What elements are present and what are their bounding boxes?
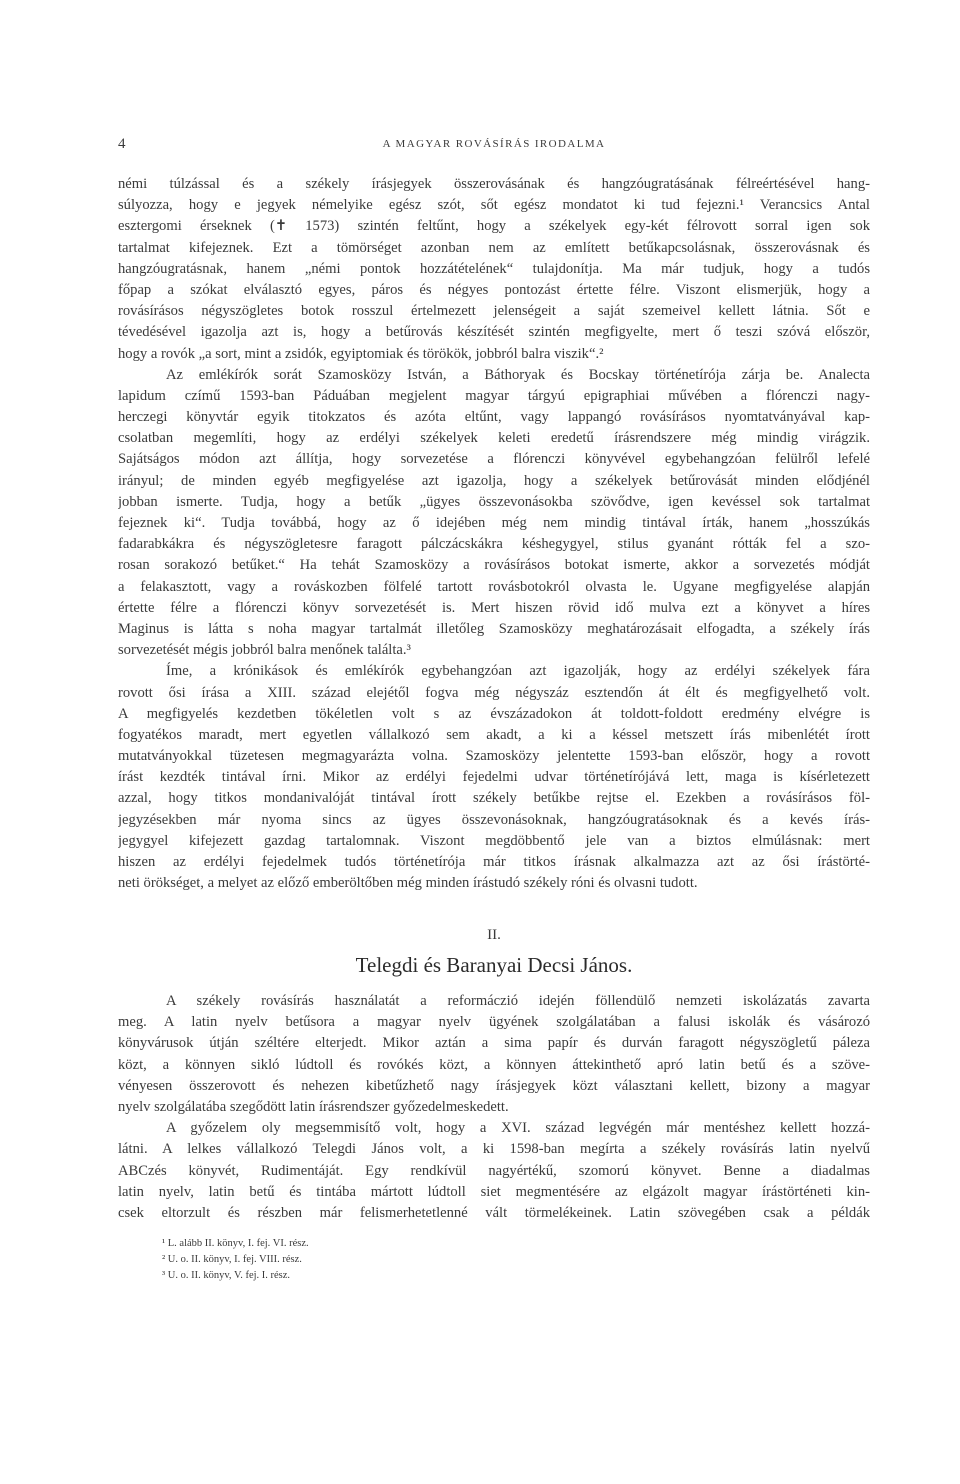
text-line: jegygyel kifejezett gazdag tartalomnak. Viszont megdöbbentő jele van a biztos elmúlásnak: mert	[118, 832, 870, 849]
text-line: esztergomi érseknek (✝ 1573) szintén feltűnt, hogy a székelyek egy-két félrovott sorral igen sok	[118, 218, 870, 235]
footnote: ³ U. o. II. könyv, V. fej. I. rész.	[162, 1270, 291, 1281]
text-line: Az emlékírók sorát Szamosközy István, a Báthoryak és Bocskay történetírója zárja be. Analecta	[166, 366, 870, 383]
text-line: rovásírásos négyszögletes botok rosszul értelmezett jelenségeit a saját szemeivel kellett látnia. Sőt e	[118, 303, 870, 320]
text-line: A megfigyelés kezdetben tökéletlen volt s az évszázadokon át toldott-foldott eredmény elvégre is	[118, 705, 870, 722]
text-line: látni. A lelkes vállalkozó Telegdi János volt, a ki 1598-ban megírta a székely rovásírás latin nyelvű	[118, 1141, 870, 1158]
footnote: ² U. o. II. könyv, I. fej. VIII. rész.	[162, 1254, 302, 1265]
text-line: tartalmat kifejeznek. Ezt a tömörséget azonban nem az említett betűkapcsolásnak, összerovásnak és	[118, 239, 870, 256]
text-line: a felakasztott, vagy a rováskozben fölfelé tartott rovásbotokról olvasta le. Ugyane megfigyelése alapján	[118, 578, 870, 595]
text-line: vényesen összerovott és nehezen kibetűzhető nagy írásjegyek közt választani kellett, bizony a magyar	[118, 1077, 870, 1094]
text-line: súlyozza, hogy e jegyek némelyike egész szót, sőt egész mondatot ki tud fejezni.¹ Verancsics Antal	[118, 197, 870, 214]
text-line: neti örökséget, a melyet az előző emberöltőben még minden írástudó székely róni és olvasni tudott.	[118, 875, 698, 892]
text-line: fadarabkákra és négyszögletesre faragott pálczácskákra késhegygyel, stilus gyanánt rótták fel a szo-	[118, 536, 870, 553]
text-line: hangzóugratásnak, hanem „némi pontok hozzátételének“ tulajdonítja. Ma már tudjuk, hogy a tudós	[118, 260, 870, 277]
text-line: Maginus is látta s noha magyar tartalmát illetőleg Szamosközy meghatározásait elfogadta, a székely írás	[118, 620, 870, 637]
running-head: A MAGYAR ROVÁSÍRÁS IRODALMA	[382, 138, 606, 150]
text-line: latin nyelv, latin betű és tintába mártott lúdtoll siet megmentésére az elgázolt magyar írástörténeti kin-	[118, 1183, 870, 1200]
text-line: írást kezdték tintával írni. Mikor az erdélyi fejedelmi udvar történetírójává lett, maga is kísérletezett	[118, 769, 870, 786]
text-line: tévedésével igazolja azt is, hogy a betűrovás készítését szintén megfigyelte, mert ő teszi szóvá először,	[118, 324, 870, 341]
section-title: Telegdi és Baranyai Decsi János.	[355, 953, 633, 977]
text-line: sorvezetését mégis jobbról balra menőnek találta.³	[118, 642, 411, 659]
text-line: lapidum czímű 1593-ban Páduában megjelent magyar tárgyú epigraphiai művében a flórenczi nagy-	[118, 387, 870, 404]
text-line: rosan sorakozó betűket.“ Ha tehát Szamosközy a rovásírásos botokat ismerte, akkor a sorvezetés módját	[118, 557, 870, 574]
text-line: értette félre a flórenczi könyv sorvezetését is. Mert hiszen rövid idő mulva ezt a könyvet a híres	[118, 599, 870, 616]
text-line: főpap a szókat elválasztó egyes, páros és négyes pontozást értette félre. Viszont elismerjük, hogy a	[118, 281, 870, 298]
page-number: 4	[118, 136, 126, 152]
text-line: jegyzésekben már nyoma sincs az ügyes összevonásoknak, hangzóugratásoknak és a kevés írás-	[118, 811, 870, 828]
text-line: csolatban megemlíti, hogy az erdélyi székelyek keleti eredetű írásrendszere még mindig virágzik.	[118, 430, 870, 447]
text-line: irányul; de minden egyéb megfigyelése azt igazolja, hogy a székelyek betűrovását minden elődjénél	[118, 472, 870, 489]
footnotes	[162, 1236, 762, 1284]
text-line: A székely rovásírás használatát a reformáczió idején föllendülő nemzeti iskolázatás zavarta	[166, 993, 870, 1009]
page-header	[118, 136, 870, 156]
text-line: hiszen az erdélyi fejedelmek tudós történetírója már titkos írásnak alkalmazza azt az ősi írástörté-	[118, 854, 870, 870]
text-line: csek eltorzult és részben már felismerhetetlenné vált törmelékeinek. Latin szövegében csak a példák	[118, 1204, 870, 1221]
text-line: nyelv szolgálatába szegődött latin írásrendszer győzedelmeskedett.	[118, 1098, 509, 1115]
section-number: II.	[487, 927, 501, 943]
text-line: meg. A latin nyelv betűsora a magyar nyelv ügyének szolgálatában a falusi iskolák és vásározó	[118, 1014, 870, 1031]
text-line: rovott ősi írása a XIII. század elejétől fogva még négyszáz esztendőn át élt és megfigyelhető volt.	[118, 684, 870, 701]
section-two-body	[118, 991, 870, 1224]
text-line: némi túlzással és a székely írásjegyek összerovásának és hangzóugratásának félreértésével hang-	[118, 176, 870, 192]
text-line: ABCzés könyvét, Rudimentáját. Egy rendkívül nagyértékű, szomorú könyvet. Benne a diadalmas	[118, 1162, 870, 1179]
text-line: közt, a könnyen sikló lúdtoll és rovókés közt, a könnyen áttekinthető apró latin betű és a szöve-	[118, 1056, 870, 1073]
text-line: herczegi könyvtár egyik titokzatos és azóta eltűnt, vagy lappangó rovásírásos nyomtatványával kap-	[118, 409, 870, 426]
text-line: fogyatékos maradt, mert egyetlen vállalkozó sem akadt, a ki a késsel metszett írás mibenlétét írott	[118, 726, 870, 743]
text-line: mutatványokkal tüzetesen megmagyarázta volna. Szamosközy jelentette 1593-ban először, hogy a rovott	[118, 748, 870, 765]
text-line: fejeznek ki“. Tudja továbbá, hogy az ő idejében még nem mindig tintával írták, hanem „hosszúkás	[118, 515, 870, 531]
section-one-body	[118, 174, 870, 894]
text-line: hogy a rovók „a sort, mint a zsidók, egyiptomiak és törökök, jobbról balra viszik“.²	[118, 345, 604, 362]
footnote: ¹ L. alább II. könyv, I. fej. VI. rész.	[162, 1238, 309, 1249]
text-line: A győzelem oly megsemmisítő volt, hogy a XVI. század legvégén már mentéshez kellett hozzá-	[166, 1120, 870, 1137]
text-line: jobban ismerte. Tudja, hogy a betűk „ügyes összevonásokba szövődve, igen kevéssel sok tartalmat	[118, 493, 870, 510]
text-line: azzal, hogy titkos mondanivalóját tintával írott székely betűkbe rejtse el. Ezekben a rovásírásos föl-	[118, 790, 870, 807]
text-line: könyvárusok útján széltére elterjedt. Mikor aztán a sima papír és durván faragott négyszögletű páleza	[118, 1035, 870, 1052]
text-line: Sajátságos módon azt állítja, hogy sorvezetése a flórenczi könyvével egybehangzóan felülről lefelé	[118, 451, 870, 468]
text-line: Íme, a krónikások és emlékírók egybehangzóan azt igazolják, hogy az erdélyi székelyek fára	[166, 663, 870, 680]
